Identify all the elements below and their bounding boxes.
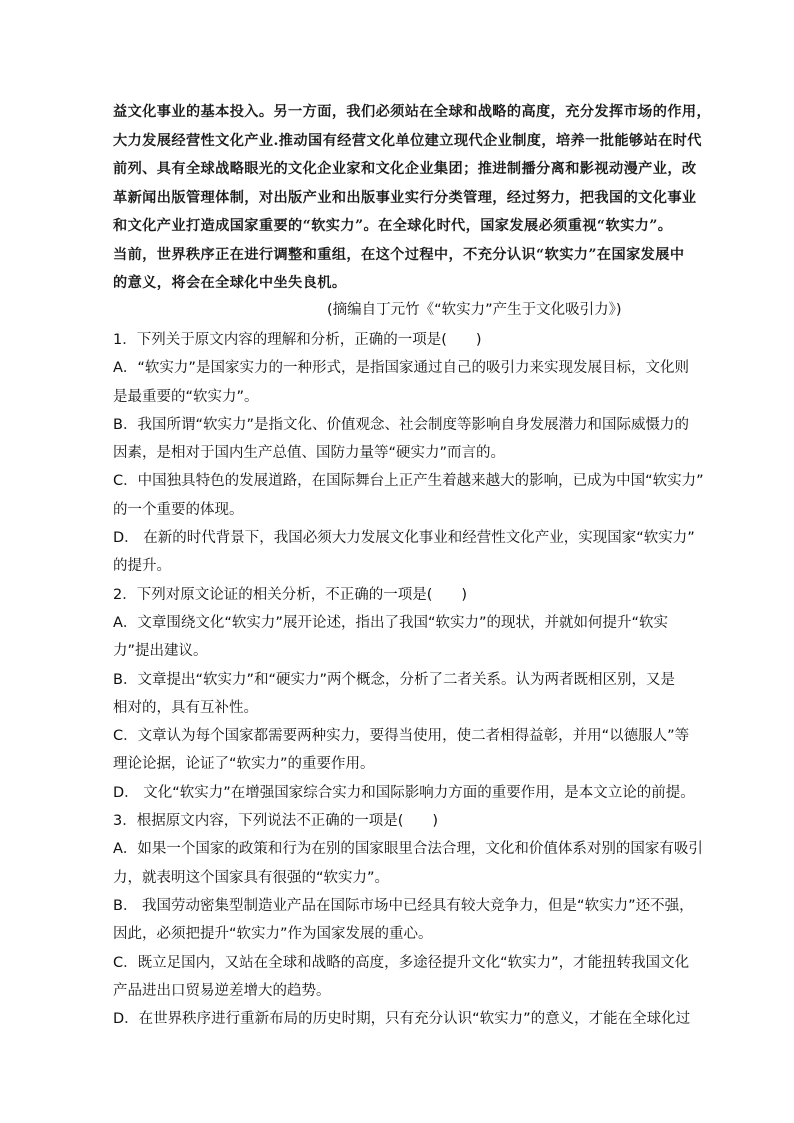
- question-3-option-b: B． 我国劳动密集型制造业产品在国际市场中已经具有较大竞争力，但是“软实力”还不强，: [113, 897, 694, 914]
- question-1-option-d: D． 在新的时代背景下，我国必须大力发展文化事业和经营性文化产业，实现国家“软实力”: [113, 530, 695, 547]
- question-1-option-b: B．我国所谓“软实力”是指文化、价值观念、社会制度等影响自身发展潜力和国际威慑力的: [113, 416, 689, 433]
- question-2-option-a-cont: 力”提出建议。: [113, 643, 208, 660]
- question-3-option-c: C．既立足国内，又站在全球和战略的高度，多途径提升文化“软实力”，才能扭转我国文化: [113, 954, 690, 971]
- question-3-option-c-cont: 产品进出口贸易逆差增大的趋势。: [113, 982, 331, 999]
- question-3-stem: 3．根据原文内容，下列说法不正确的一项是( ): [113, 813, 439, 830]
- passage-line: 当前，世界秩序正在进行调整和重组，在这个过程中，不充分认识“软实力”在国家发展中: [113, 246, 685, 263]
- question-2-option-b: B．文章提出“软实力”和“硬实力”两个概念，分析了二者关系。认为两者既相区别，又是: [113, 671, 675, 688]
- passage-line: 革新闻出版管理体制，对出版产业和出版事业实行分类管理，经过努力，把我国的文化事业: [113, 189, 697, 206]
- questions-section: [113, 326, 704, 1033]
- passage-line: 和文化产业打造成国家重要的“软实力”。在全球化时代，国家发展必须重视“软实力”。: [113, 218, 673, 234]
- question-1-option-c: C．中国独具特色的发展道路，在国际舞台上正产生着越来越大的影响，已成为中国“软实力”: [113, 473, 704, 490]
- question-3-option-d: D．在世界秩序进行重新布局的历史时期，只有充分认识“软实力”的意义，才能在全球化过: [113, 1011, 691, 1028]
- question-2-option-b-cont: 相对的，具有互补性。: [113, 699, 258, 716]
- question-3-option-a: A．如果一个国家的政策和行为在别的国家眼里合法合理，文化和价值体系对别的国家有吸引: [113, 841, 703, 858]
- question-1-option-a-cont: 是最重要的“软实力”。: [113, 388, 259, 405]
- question-2-option-c-cont: 理论论据，论证了“软实力”的重要作用。: [113, 756, 375, 773]
- question-1-stem: 1．下列关于原文内容的理解和分析，正确的一项是( ): [113, 332, 482, 348]
- question-2-stem: 2．下列对原文论证的相关分析，不正确的一项是( ): [113, 586, 468, 603]
- source-citation: (摘编自丁元竹《“软实力”产生于文化吸引力》): [327, 302, 622, 318]
- passage-line: 益文化事业的基本投入。另一方面，我们必须站在全球和战略的高度，充分发挥市场的作用，: [113, 104, 712, 120]
- question-2-option-a: A．文章围绕文化“软实力”展开论述，指出了我国“软实力”的现状，并就如何提升“软实: [113, 614, 668, 631]
- question-1-option-a: A．“软实力”是国家实力的一种形式，是指国家通过自己的吸引力来实现发展目标，文化则: [113, 360, 689, 377]
- passage-text: [113, 98, 712, 298]
- question-2-option-c: C．文章认为每个国家都需要两种实力，要得当使用，使二者相得益彰，并用“以德服人”等: [113, 728, 690, 745]
- question-2-option-d: D． 文化“软实力”在增强国家综合实力和国际影响力方面的重要作用，是本文立论的前提。: [113, 784, 695, 801]
- question-1-option-d-cont: 的提升。: [113, 558, 171, 575]
- question-1-option-c-cont: 的一个重要的体现。: [113, 501, 244, 518]
- question-3-option-b-cont: 因此，必须把提升“软实力”作为国家发展的重心。: [113, 926, 433, 943]
- passage-line: 大力发展经营性文化产业.推动国有经营文化单位建立现代企业制度，培养一批能够站在时代: [113, 132, 702, 149]
- question-3-option-a-cont: 力，就表明这个国家具有很强的“软实力”。: [113, 869, 390, 886]
- question-1-option-b-cont: 因素，是相对于国内生产总值、国防力量等“硬实力”而言的。: [113, 445, 506, 462]
- passage-line: 前列、具有全球战略眼光的文化企业家和文化企业集团；推进制播分离和影视动漫产业，改: [113, 161, 697, 177]
- passage-line: 的意义，将会在全球化中坐失良机。: [113, 275, 347, 291]
